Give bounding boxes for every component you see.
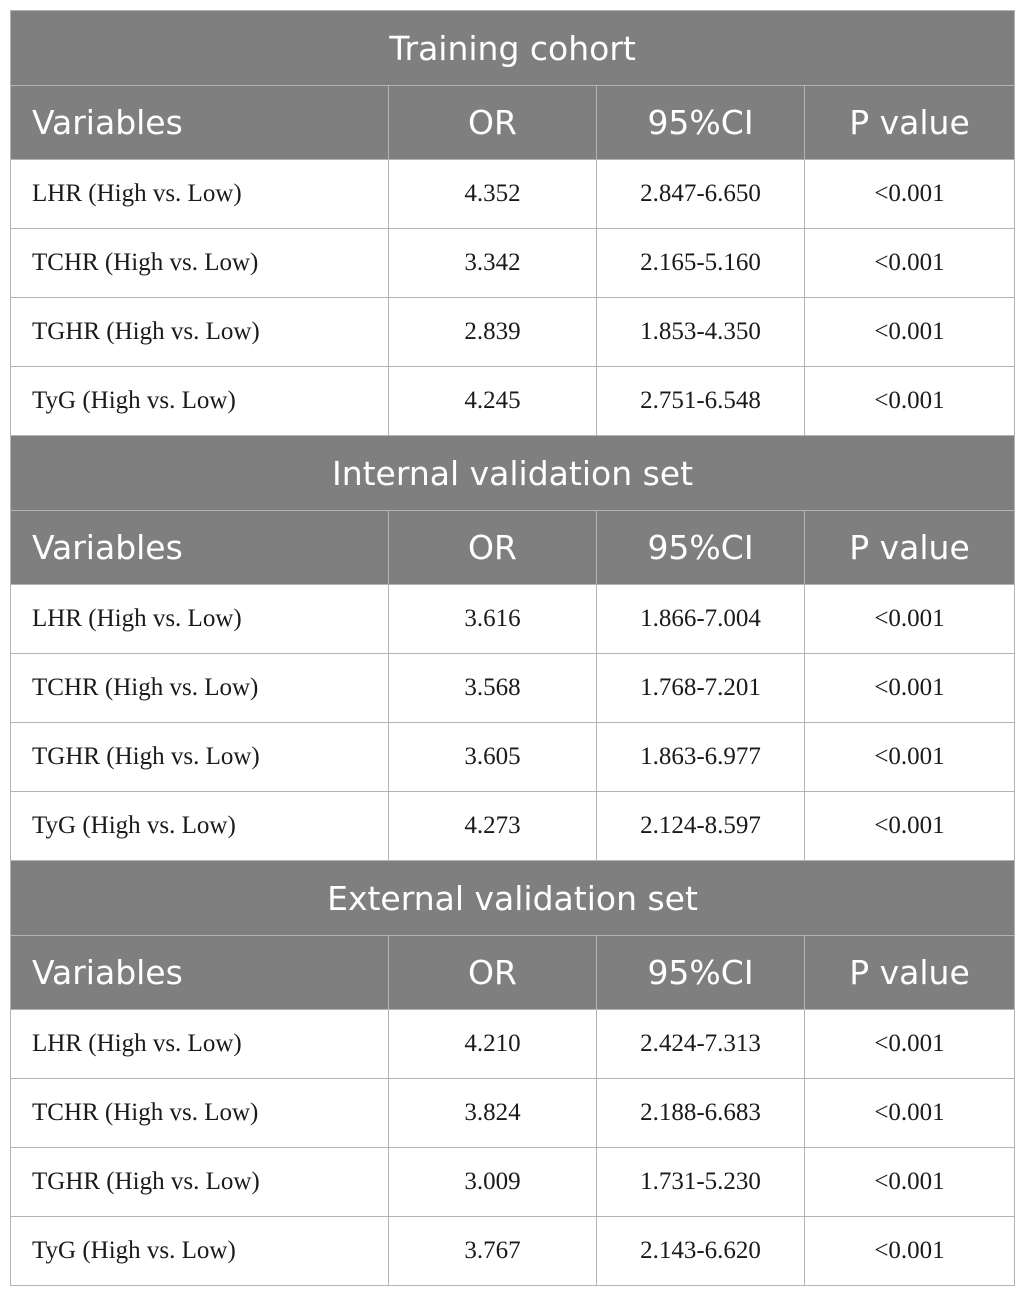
cell-ci: 2.124-8.597 [597,792,805,861]
cell-p-value: <0.001 [805,654,1015,723]
column-header-ci: 95%CI [597,511,805,585]
column-header-or: OR [389,511,597,585]
table-row [11,792,1015,861]
cell-variables: LHR (High vs. Low) [11,1010,389,1079]
cell-p-value: <0.001 [805,1217,1015,1286]
table-row [11,367,1015,436]
section-title-row [11,861,1015,936]
cell-p-value: <0.001 [805,229,1015,298]
column-header-row [11,511,1015,585]
cell-p-value: <0.001 [805,160,1015,229]
cell-variables: TGHR (High vs. Low) [11,298,389,367]
table-row [11,585,1015,654]
cell-ci: 2.143-6.620 [597,1217,805,1286]
column-header-row [11,86,1015,160]
cell-or: 4.352 [389,160,597,229]
cell-or: 3.342 [389,229,597,298]
column-header-or: OR [389,86,597,160]
column-header-p-value: P value [805,936,1015,1010]
cell-or: 3.605 [389,723,597,792]
column-header-ci: 95%CI [597,936,805,1010]
column-header-row [11,936,1015,1010]
cell-p-value: <0.001 [805,367,1015,436]
cell-variables: LHR (High vs. Low) [11,160,389,229]
cell-p-value: <0.001 [805,723,1015,792]
section-title: External validation set [11,861,1015,936]
cell-p-value: <0.001 [805,1148,1015,1217]
cell-ci: 2.188-6.683 [597,1079,805,1148]
section-title-row [11,11,1015,86]
cell-ci: 1.768-7.201 [597,654,805,723]
column-header-variables: Variables [11,86,389,160]
results-table-body [11,11,1015,1286]
cell-p-value: <0.001 [805,1079,1015,1148]
table-row [11,298,1015,367]
cell-or: 4.273 [389,792,597,861]
cell-or: 3.616 [389,585,597,654]
table-row [11,1148,1015,1217]
table-row [11,723,1015,792]
cell-ci: 1.866-7.004 [597,585,805,654]
cell-variables: TGHR (High vs. Low) [11,1148,389,1217]
table-row [11,229,1015,298]
cell-variables: LHR (High vs. Low) [11,585,389,654]
cell-ci: 2.847-6.650 [597,160,805,229]
table-row [11,1010,1015,1079]
results-table [10,10,1015,1286]
column-header-or: OR [389,936,597,1010]
cell-or: 2.839 [389,298,597,367]
cell-ci: 1.731-5.230 [597,1148,805,1217]
cell-or: 3.824 [389,1079,597,1148]
table-row [11,1079,1015,1148]
section-title: Internal validation set [11,436,1015,511]
cell-p-value: <0.001 [805,585,1015,654]
cell-p-value: <0.001 [805,792,1015,861]
table-row [11,1217,1015,1286]
cell-variables: TyG (High vs. Low) [11,367,389,436]
cell-or: 4.210 [389,1010,597,1079]
cell-p-value: <0.001 [805,298,1015,367]
column-header-p-value: P value [805,511,1015,585]
cell-ci: 1.863-6.977 [597,723,805,792]
cell-ci: 2.165-5.160 [597,229,805,298]
cell-variables: TCHR (High vs. Low) [11,229,389,298]
cell-or: 3.568 [389,654,597,723]
cell-p-value: <0.001 [805,1010,1015,1079]
cell-variables: TCHR (High vs. Low) [11,1079,389,1148]
cell-variables: TCHR (High vs. Low) [11,654,389,723]
cell-or: 3.009 [389,1148,597,1217]
section-title-row [11,436,1015,511]
cell-or: 3.767 [389,1217,597,1286]
table-row [11,654,1015,723]
column-header-ci: 95%CI [597,86,805,160]
cell-ci: 1.853-4.350 [597,298,805,367]
table-row [11,160,1015,229]
column-header-p-value: P value [805,86,1015,160]
cell-ci: 2.751-6.548 [597,367,805,436]
cell-or: 4.245 [389,367,597,436]
cell-variables: TGHR (High vs. Low) [11,723,389,792]
cell-variables: TyG (High vs. Low) [11,1217,389,1286]
cell-ci: 2.424-7.313 [597,1010,805,1079]
cell-variables: TyG (High vs. Low) [11,792,389,861]
section-title: Training cohort [11,11,1015,86]
column-header-variables: Variables [11,511,389,585]
column-header-variables: Variables [11,936,389,1010]
